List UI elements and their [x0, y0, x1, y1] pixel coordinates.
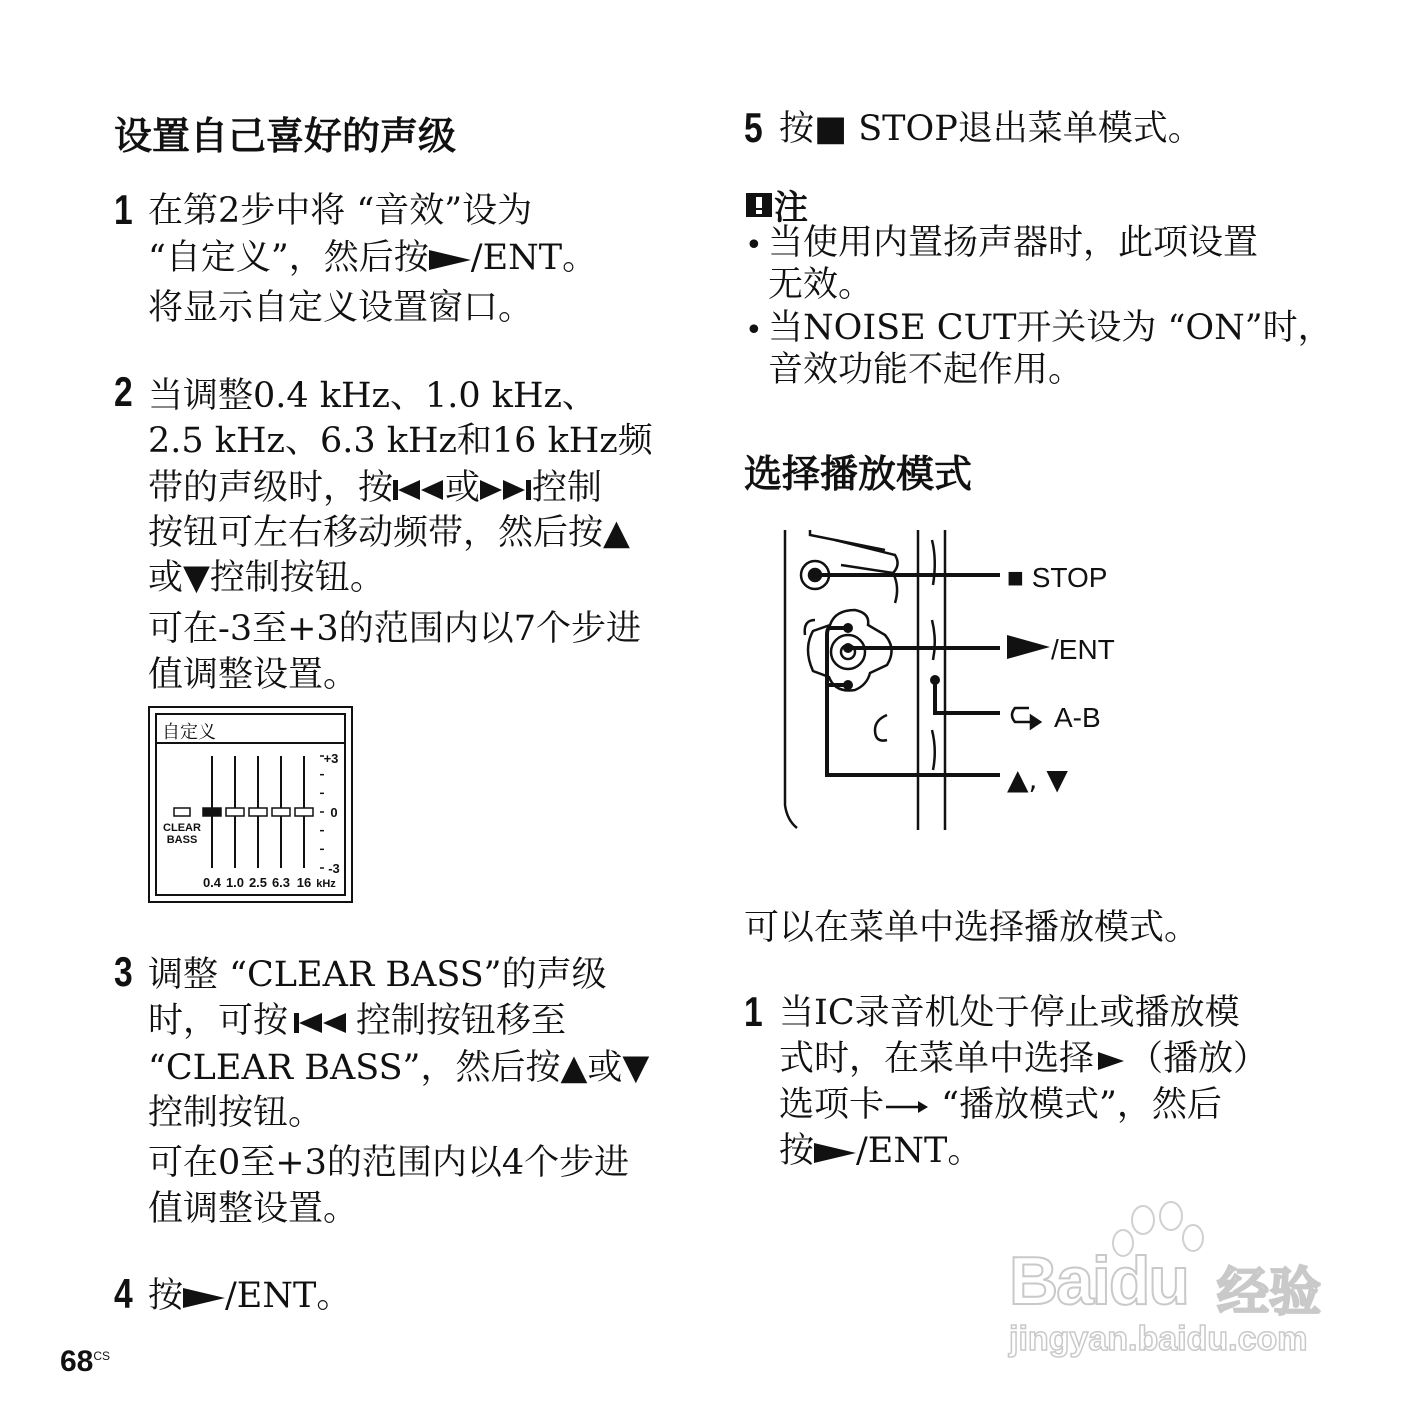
eq-bass-label: BASS — [166, 834, 198, 846]
rstep1-ent-text: /ENT。 — [856, 1131, 983, 1171]
eq-band-knob — [203, 808, 221, 816]
device-drawing — [775, 525, 1125, 835]
eq-unit-label: kHz — [316, 878, 336, 890]
eq-band-label: 2.5 — [248, 875, 268, 890]
step4-text: 按 — [148, 1276, 184, 1316]
eq-band-label: 1.0 — [225, 875, 245, 890]
step1-line3: 将显示自定义设置窗口。 — [148, 288, 534, 328]
eq-title: 自定义 — [162, 722, 216, 743]
eq-band-label: 16 — [296, 875, 312, 890]
bullet-dot: • — [745, 228, 763, 263]
rstep1-line3-rest: “播放模式”，然后 — [930, 1085, 1222, 1125]
step4-ent-text: /ENT。 — [225, 1276, 352, 1316]
play-mode-intro: 可以在菜单中选择播放模式。 — [744, 908, 1200, 948]
note-bullet2-line1: 当NOISE CUT开关设为 “ON”时， — [768, 308, 1333, 348]
step1-line1: 在第2步中将 “音效”设为 — [148, 191, 533, 231]
custom-eq-screen-drawing — [148, 706, 353, 903]
rstep1-line2 — [779, 1036, 1268, 1083]
step-number: 4 — [114, 1270, 133, 1317]
rstep1-line2-text: 式时，在菜单中选择 — [779, 1039, 1095, 1079]
step1-line2 — [148, 235, 597, 282]
page-number-value: 68 — [60, 1345, 94, 1378]
previous-icon — [393, 477, 445, 503]
eq-bottom-label: -3 — [328, 861, 340, 876]
step1-ent-text: /ENT。 — [470, 238, 598, 278]
step2-line5: 或▼控制按钮。 — [148, 558, 385, 598]
watermark-url: jingyan.baidu.com — [1009, 1320, 1308, 1358]
step-number: 2 — [114, 368, 133, 415]
page-number-suffix: CS — [93, 1349, 111, 1363]
play-icon — [1007, 635, 1050, 659]
play-icon — [429, 248, 471, 272]
step3-line1: 调整 “CLEAR BASS”的声级 — [148, 955, 607, 995]
rstep1-line3 — [779, 1082, 1222, 1129]
arrow-right-icon — [884, 1097, 930, 1117]
play-icon — [183, 1286, 225, 1310]
step4-line — [148, 1273, 351, 1320]
rstep1-line4 — [779, 1128, 982, 1175]
step-number: 3 — [114, 948, 133, 995]
eq-mid-label: 0 — [330, 805, 338, 820]
step3-line3: “CLEAR BASS”，然后按▲或▼ — [148, 1048, 650, 1088]
section-heading-play-mode: 选择播放模式 — [744, 452, 973, 496]
step3-line2-text: 时，可按 — [148, 1001, 289, 1041]
step2-line3 — [148, 465, 602, 512]
step3-line4: 控制按钮。 — [148, 1093, 324, 1133]
bullet-dot: • — [745, 313, 763, 348]
eq-band-knob — [272, 808, 290, 816]
step3-line6: 值调整设置。 — [148, 1189, 359, 1229]
section-heading-custom-level: 设置自己喜好的声级 — [114, 114, 457, 158]
note-icon — [744, 190, 774, 220]
repeat-icon — [1012, 708, 1040, 728]
ab-label: A-B — [1054, 702, 1101, 733]
step-number: 1 — [114, 186, 133, 233]
baidu-watermark — [1005, 1198, 1335, 1368]
rstep1-line1: 当IC录音机处于停止或播放模 — [779, 993, 1240, 1033]
step2-line3-text: 带的声级时，按 — [148, 468, 394, 508]
next-icon — [480, 477, 532, 503]
note-label: 注 — [774, 188, 808, 228]
watermark-brand — [1009, 1242, 1188, 1320]
note-bullet1-line1: 当使用内置扬声器时，此项设置 — [768, 223, 1259, 263]
custom-eq-screen — [148, 706, 353, 903]
stop-label: ■ STOP — [1007, 562, 1108, 593]
updown-label: ▲, ▼ — [1007, 763, 1068, 796]
step-number: 5 — [744, 104, 763, 151]
step5-line: 按■ STOP退出菜单模式。 — [779, 109, 1203, 149]
page-number — [60, 1345, 110, 1379]
step-number: 1 — [744, 988, 763, 1035]
watermark-cn: 经验 — [1217, 1263, 1322, 1323]
rstep1-line3-text: 选项卡 — [779, 1085, 885, 1125]
watermark-brand-bai: Bai — [1009, 1243, 1109, 1319]
step2-line6: 可在-3至+3的范围内以7个步进 — [148, 609, 641, 649]
device-control-diagram — [775, 525, 1125, 835]
eq-band-knob — [226, 808, 244, 816]
step2-line2: 2.5 kHz、6.3 kHz和16 kHz频 — [148, 421, 653, 461]
step2-line3-or: 或 — [445, 468, 481, 508]
eq-band-knob — [295, 808, 313, 816]
step3-line5: 可在0至+3的范围内以4个步进 — [148, 1143, 630, 1183]
ent-label: /ENT — [1051, 634, 1115, 665]
step3-line2-rest: 控制按钮移至 — [356, 1001, 567, 1041]
watermark-brand-du: du — [1108, 1243, 1188, 1319]
play-tab-icon — [1094, 1048, 1128, 1074]
play-icon — [814, 1141, 856, 1165]
note-bullet1-line2: 无效。 — [768, 265, 874, 305]
step2-line4: 按钮可左右移动频带，然后按▲ — [148, 513, 630, 553]
step1-line2-text: “自定义”，然后按 — [148, 238, 429, 278]
step2-line1: 当调整0.4 kHz、1.0 kHz、 — [148, 376, 597, 416]
eq-band-label: 6.3 — [271, 875, 291, 890]
step3-line2 — [148, 998, 566, 1045]
step2-line3-control: 控制 — [532, 468, 603, 508]
rstep1-line4-text: 按 — [779, 1131, 815, 1171]
previous-icon — [288, 1010, 356, 1036]
eq-band-knob — [249, 808, 267, 816]
note-bullet2-line2: 音效功能不起作用。 — [768, 350, 1084, 390]
eq-band-label: 0.4 — [202, 875, 222, 890]
eq-top-label: +3 — [323, 751, 339, 766]
eq-clear-label: CLEAR — [163, 822, 201, 834]
rstep1-line2-rest: （播放） — [1128, 1039, 1269, 1079]
step2-line7: 值调整设置。 — [148, 655, 359, 695]
eq-clear-bass-knob — [174, 808, 190, 816]
